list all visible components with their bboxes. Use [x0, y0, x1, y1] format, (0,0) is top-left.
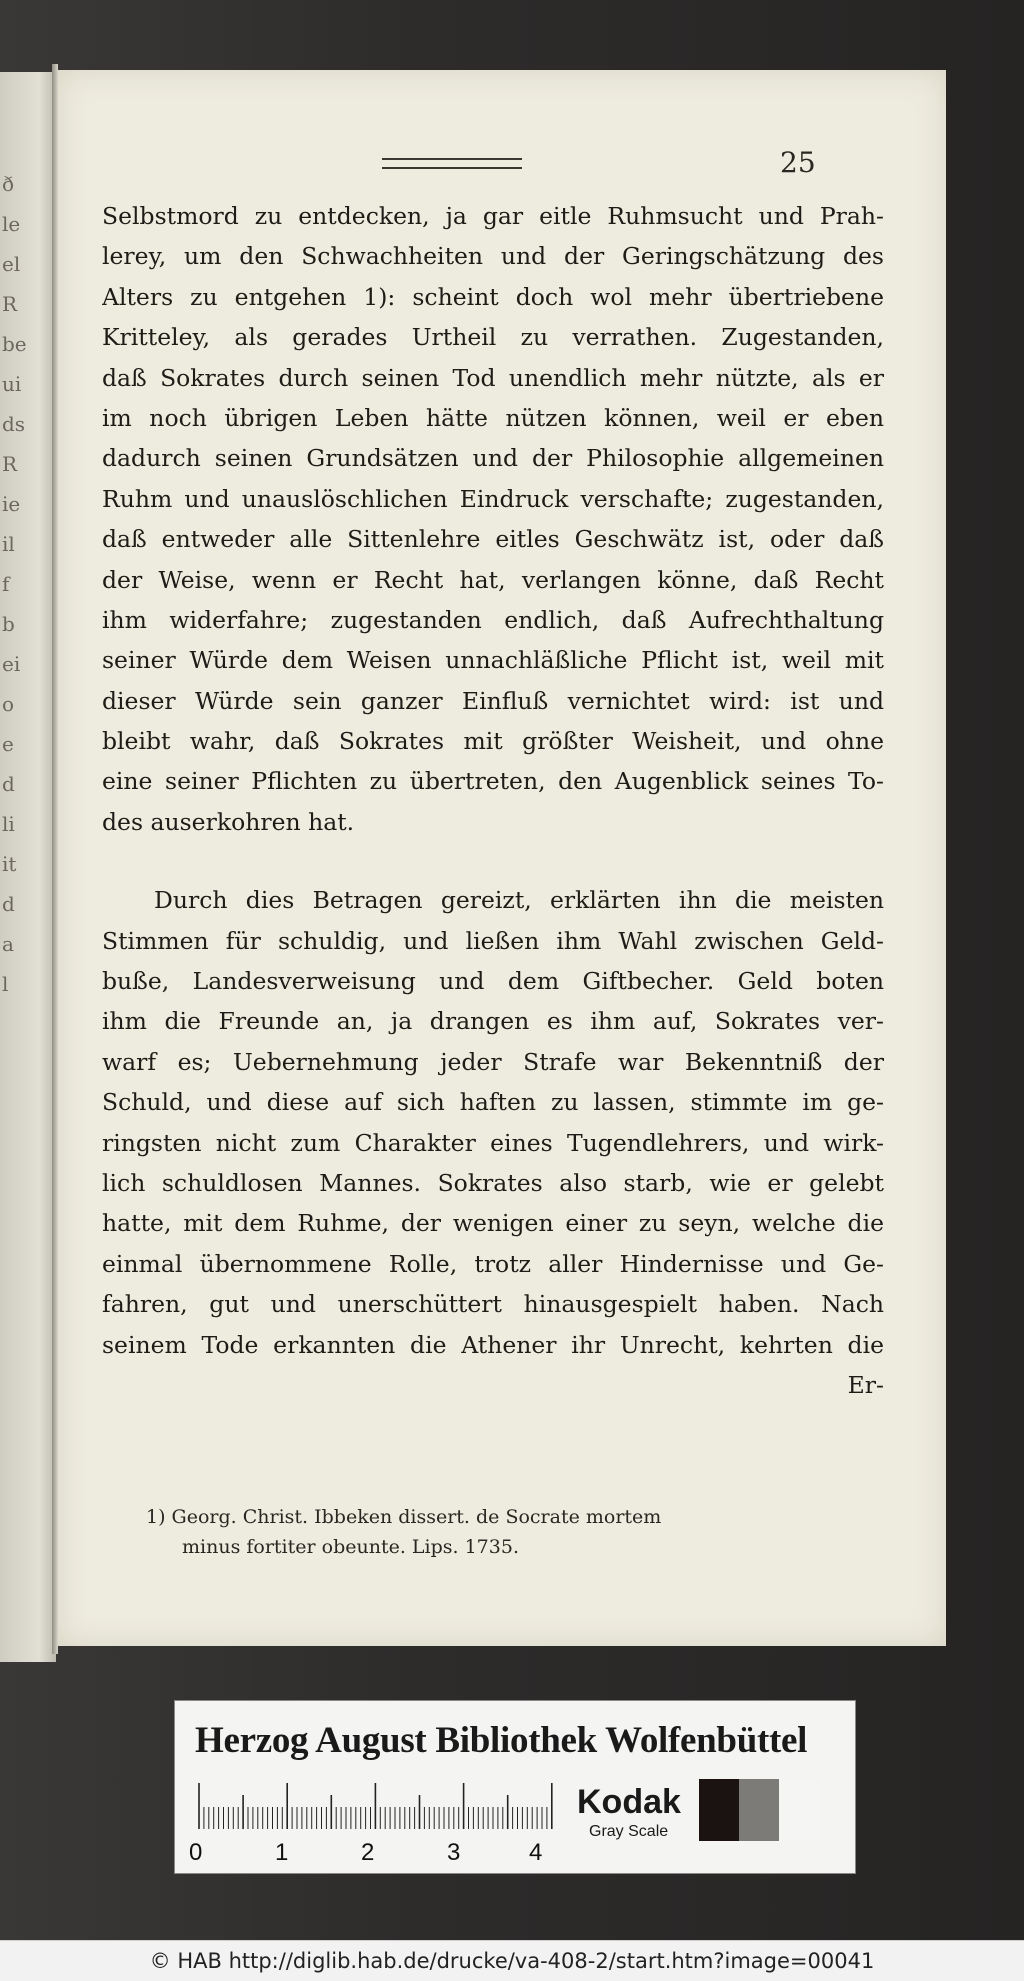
text-line: des auserkohren hat. — [102, 807, 355, 836]
ruler-scale — [197, 1783, 557, 1829]
text-line: warf es; Uebernehmung jeder Strafe war Bekenntniß der — [102, 1047, 884, 1076]
prev-page-fragment: b — [2, 612, 15, 636]
catchword: Er- — [847, 1370, 884, 1399]
previous-page-edge — [0, 72, 56, 1662]
ruler-label-3: 3 — [447, 1839, 461, 1866]
text-line: bleibt wahr, daß Sokrates mit größter Weisheit, und ohne — [102, 727, 884, 756]
prev-page-fragment: le — [2, 212, 21, 236]
footnote-line-2: minus fortiter obeunte. Lips. 1735. — [182, 1536, 519, 1558]
footnote-line-1: 1) Georg. Christ. Ibbeken dissert. de Socrate mortem — [146, 1506, 662, 1528]
text-line: dadurch seinen Grundsätzen und der Philosophie allgemeinen — [102, 444, 884, 473]
book-page — [58, 70, 946, 1646]
text-line: Ruhm und unauslöschlichen Eindruck verschafte; zugestanden, — [102, 484, 884, 513]
text-line: ihm widerfahre; zugestanden endlich, daß Aufrechthaltung — [102, 605, 884, 634]
text-line: seiner Würde dem Weisen unnachläßliche Pflicht ist, weil mit — [102, 646, 884, 675]
text-line: Alters zu entgehen 1): scheint doch wol mehr übertriebene — [102, 282, 884, 311]
prev-page-fragment: ie — [2, 492, 21, 516]
text-line: der Weise, wenn er Recht hat, verlangen könne, daß Recht — [102, 565, 884, 594]
prev-page-fragment: ds — [2, 412, 26, 436]
color-calibration-bar — [174, 1700, 856, 1874]
text-line: seinem Tode erkannten die Athener ihr Unrecht, kehrten die — [102, 1330, 884, 1359]
main-text — [102, 196, 884, 1405]
ruler-label-2: 2 — [361, 1839, 375, 1866]
text-line: lerey, um den Schwachheiten und der Geringschätzung des — [102, 242, 884, 271]
gray-patch-mid — [739, 1779, 779, 1841]
text-line: im noch übrigen Leben hätte nützen können, weil er eben — [102, 403, 884, 432]
prev-page-fragment: ei — [2, 652, 21, 676]
footnote — [146, 1502, 886, 1562]
text-line: Kritteley, als gerades Urtheil zu verrathen. Zugestanden, — [102, 323, 884, 352]
prev-page-fragment: f — [2, 572, 10, 596]
text-line: hatte, mit dem Ruhme, der wenigen einer zu seyn, welche die — [102, 1209, 884, 1238]
prev-page-fragment: li — [2, 812, 15, 836]
prev-page-fragment: R — [2, 452, 18, 476]
prev-page-fragment: l — [2, 972, 9, 996]
prev-page-fragment: d — [2, 772, 15, 796]
prev-page-fragment: R — [2, 292, 18, 316]
text-line: Stimmen für schuldig, und ließen ihm Wahl zwischen Geld- — [102, 926, 884, 955]
prev-page-fragment: ui — [2, 372, 22, 396]
ruler-label-4: 4 — [529, 1839, 543, 1866]
kodak-logo: Kodak — [577, 1783, 681, 1821]
text-line: einmal übernommene Rolle, trotz aller Hindernisse und Ge- — [102, 1249, 884, 1278]
text-line: ringsten nicht zum Charakter eines Tugendlehrers, und wirk- — [102, 1128, 884, 1157]
library-name: Herzog August Bibliothek Wolfenbüttel — [195, 1720, 808, 1761]
gray-scale-label: Gray Scale — [589, 1823, 669, 1840]
prev-page-fragment: it — [2, 852, 17, 876]
text-line: daß entweder alle Sittenlehre eitles Geschwätz ist, oder daß — [102, 525, 884, 554]
text-line: Selbstmord zu entdecken, ja gar eitle Ruhmsucht und Prah- — [102, 202, 884, 230]
text-line: eine seiner Pflichten zu übertreten, den Augenblick seines To- — [102, 767, 884, 796]
text-line: dieser Würde sein ganzer Einfluß vernichtet wird: ist und — [102, 686, 884, 715]
text-line: buße, Landesverweisung und dem Giftbecher. Geld boten — [102, 967, 884, 996]
prev-page-fragment: be — [2, 332, 27, 356]
ruler-label-0: 0 — [189, 1839, 203, 1866]
text-line: ihm die Freunde an, ja drangen es ihm auf, Sokrates ver- — [102, 1007, 884, 1036]
text-line: Schuld, und diese auf sich haften zu lassen, stimmte im ge- — [102, 1088, 884, 1117]
gray-patch-light — [779, 1779, 819, 1841]
header-rule — [382, 158, 522, 169]
prev-page-fragment: d — [2, 892, 15, 916]
text-line: Durch dies Betragen gereizt, erklärten ihn die meisten — [154, 886, 884, 915]
text-line: daß Sokrates durch seinen Tod unendlich mehr nützte, als er — [102, 363, 884, 392]
prev-page-fragment: e — [2, 732, 14, 756]
prev-page-fragment: a — [2, 932, 14, 956]
gray-patch-dark — [699, 1779, 739, 1841]
prev-page-fragment: el — [2, 252, 21, 276]
prev-page-fragment: o — [2, 692, 15, 716]
text-line: fahren, gut und unerschüttert hinausgespielt haben. Nach — [102, 1290, 884, 1319]
page-number: 25 — [780, 146, 816, 179]
ruler-label-1: 1 — [275, 1839, 289, 1866]
prev-page-fragment: ð — [2, 172, 15, 196]
paragraph-1 — [102, 196, 884, 842]
text-line: lich schuldlosen Mannes. Sokrates also starb, wie er gelebt — [102, 1168, 884, 1197]
copyright-footer: © HAB http://diglib.hab.de/drucke/va-408-2/start.htm?image=00041 — [0, 1940, 1024, 1981]
paragraph-2 — [102, 880, 884, 1365]
prev-page-fragment: il — [2, 532, 15, 556]
